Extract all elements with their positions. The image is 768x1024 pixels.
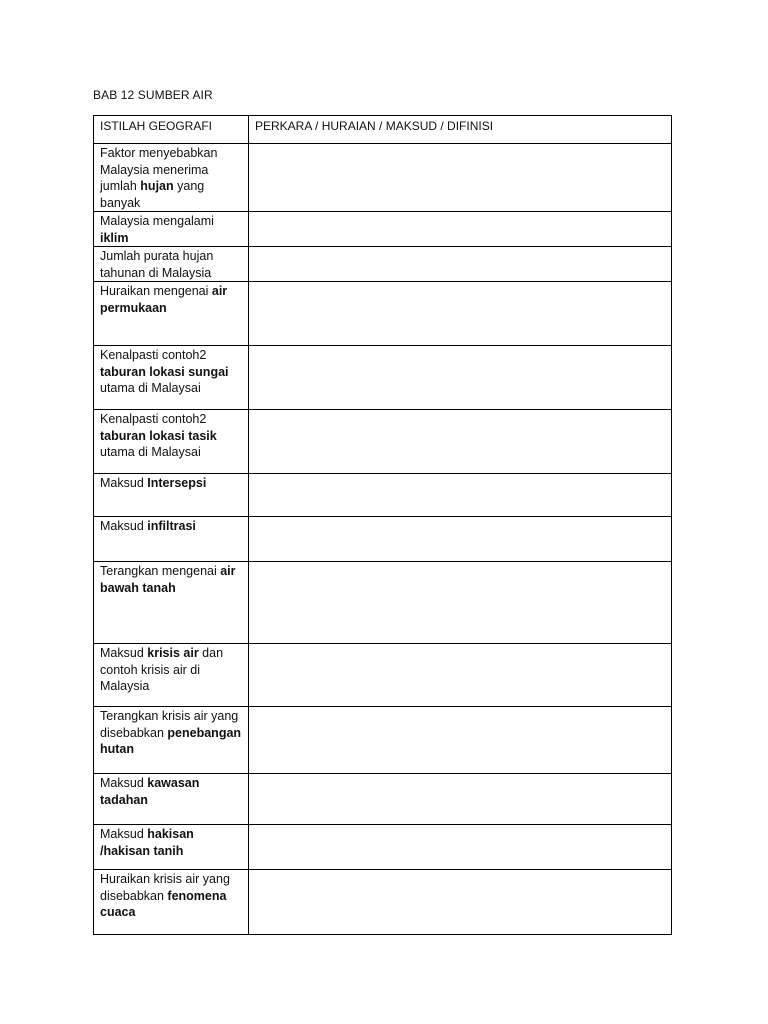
term-text: Kenalpasti contoh2	[100, 348, 207, 362]
table-row	[94, 282, 672, 346]
term-text: Jumlah purata hujan tahunan di Malaysia	[100, 249, 214, 280]
term-cell	[94, 144, 249, 212]
table-row	[94, 212, 672, 247]
term-keyword: hujan	[140, 179, 174, 193]
table-row	[94, 247, 672, 282]
page-title: BAB 12 SUMBER AIR	[93, 88, 213, 102]
table-row	[94, 707, 672, 774]
answer-cell[interactable]	[249, 247, 672, 282]
answer-cell[interactable]	[249, 474, 672, 517]
term-cell	[94, 282, 249, 346]
geography-terms-table	[93, 115, 672, 935]
table-row	[94, 144, 672, 212]
term-cell	[94, 825, 249, 870]
table-header-row	[94, 116, 672, 144]
answer-cell[interactable]	[249, 707, 672, 774]
term-cell	[94, 410, 249, 474]
term-text: Malaysia mengalami	[100, 214, 214, 228]
term-text: Terangkan mengenai	[100, 564, 221, 578]
answer-cell[interactable]	[249, 410, 672, 474]
answer-cell[interactable]	[249, 282, 672, 346]
term-text: Maksud	[100, 476, 148, 490]
term-keyword: taburan lokasi sungai	[100, 364, 229, 379]
term-cell	[94, 346, 249, 410]
term-text: Maksud	[100, 827, 148, 841]
term-cell	[94, 474, 249, 517]
term-text: Maksud	[100, 776, 148, 790]
term-keyword: air permukaan	[100, 284, 228, 315]
term-cell	[94, 774, 249, 825]
term-text: dan contoh krisis air di Malaysia	[100, 646, 224, 693]
term-text: Faktor menyebabkan Malaysia menerima jumlah	[100, 146, 218, 193]
term-text: Maksud	[100, 646, 148, 660]
answer-cell[interactable]	[249, 144, 672, 212]
term-keyword: fenomena cuaca	[100, 888, 227, 919]
table-row	[94, 825, 672, 870]
term-cell	[94, 517, 249, 562]
term-keyword: krisis air	[147, 646, 199, 660]
term-cell	[94, 212, 249, 247]
term-text: Kenalpasti contoh2	[100, 412, 207, 426]
term-keyword: infiltrasi	[147, 519, 196, 533]
answer-cell[interactable]	[249, 346, 672, 410]
answer-cell[interactable]	[249, 825, 672, 870]
table-row	[94, 346, 672, 410]
answer-cell[interactable]	[249, 870, 672, 935]
term-text: utama di Malaysai	[100, 381, 201, 395]
table-row	[94, 644, 672, 707]
table-row	[94, 774, 672, 825]
table-row	[94, 562, 672, 644]
table-row	[94, 410, 672, 474]
term-keyword: iklim	[100, 230, 129, 245]
term-text: utama di Malaysai	[100, 445, 201, 459]
term-keyword: kawasan tadahan	[100, 776, 200, 807]
term-cell	[94, 562, 249, 644]
table-row	[94, 517, 672, 562]
term-cell	[94, 707, 249, 774]
term-cell	[94, 644, 249, 707]
term-cell	[94, 247, 249, 282]
answer-cell[interactable]	[249, 562, 672, 644]
answer-cell[interactable]	[249, 212, 672, 247]
table-row	[94, 870, 672, 935]
term-keyword: air bawah tanah	[100, 564, 236, 595]
term-keyword: Intersepsi	[147, 476, 207, 490]
term-text: Maksud	[100, 519, 148, 533]
term-keyword: penebangan hutan	[100, 725, 242, 756]
answer-cell[interactable]	[249, 644, 672, 707]
term-text: yang banyak	[100, 179, 205, 210]
term-keyword: taburan lokasi tasik	[100, 428, 217, 443]
answer-cell[interactable]	[249, 517, 672, 562]
term-text: Huraikan mengenai	[100, 284, 212, 298]
term-text: Terangkan krisis air yang disebabkan	[100, 709, 239, 740]
term-keyword: hakisan /hakisan tanih	[100, 827, 194, 858]
term-cell	[94, 870, 249, 935]
header-istilah-geografi: ISTILAH GEOGRAFI	[94, 116, 249, 144]
header-perkara-huraian: PERKARA / HURAIAN / MAKSUD / DIFINISI	[249, 116, 672, 144]
answer-cell[interactable]	[249, 774, 672, 825]
term-text: Huraikan krisis air yang disebabkan	[100, 872, 230, 903]
table-row	[94, 474, 672, 517]
